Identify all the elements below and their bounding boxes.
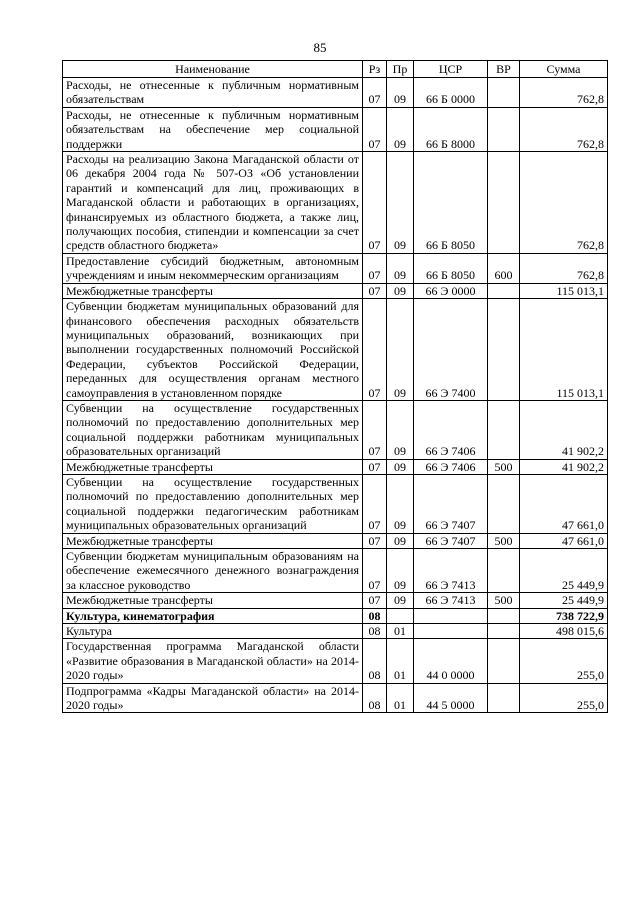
table-row (63, 152, 608, 254)
cell-sum: 738 722,9 (520, 608, 608, 623)
cell-vr (488, 78, 520, 108)
cell-csr: 66 Э 7400 (414, 299, 488, 401)
table-row (63, 107, 608, 151)
cell-csr: 66 Б 8050 (414, 253, 488, 283)
cell-pr: 01 (387, 624, 414, 639)
cell-csr: 44 0 0000 (414, 639, 488, 683)
cell-pr: 09 (387, 593, 414, 608)
cell-rz: 08 (363, 683, 387, 713)
cell-sum: 255,0 (520, 639, 608, 683)
cell-name: Межбюджетные трансферты (63, 459, 363, 474)
table-row (63, 283, 608, 298)
cell-csr: 44 5 0000 (414, 683, 488, 713)
cell-sum: 762,8 (520, 152, 608, 254)
cell-name: Государственная программа Магаданской области «Развитие образования в Магаданской области» на 2014-2020 годы» (63, 639, 363, 683)
cell-csr: 66 Э 7413 (414, 593, 488, 608)
cell-pr: 09 (387, 549, 414, 593)
header-vr: ВР (488, 61, 520, 78)
cell-vr: 600 (488, 253, 520, 283)
cell-pr (387, 608, 414, 623)
page-number: 85 (313, 40, 327, 55)
cell-sum: 255,0 (520, 683, 608, 713)
cell-pr: 09 (387, 107, 414, 151)
cell-csr: 66 Э 0000 (414, 283, 488, 298)
cell-rz: 07 (363, 459, 387, 474)
cell-csr: 66 Б 0000 (414, 78, 488, 108)
cell-csr: 66 Б 8050 (414, 152, 488, 254)
cell-vr (488, 474, 520, 533)
cell-name: Межбюджетные трансферты (63, 283, 363, 298)
cell-name: Субвенции на осуществление государственных полномочий по предоставлению дополнительных мер социальной поддержки педагогическим работникам муниципальных образовательных организаций (63, 474, 363, 533)
cell-name: Расходы, не отнесенные к публичным нормативным обязательствам на обеспечение мер социальной поддержки (63, 107, 363, 151)
table-row (63, 683, 608, 713)
cell-pr: 09 (387, 253, 414, 283)
cell-sum: 41 902,2 (520, 459, 608, 474)
header-rz: Рз (363, 61, 387, 78)
cell-pr: 09 (387, 474, 414, 533)
cell-sum: 25 449,9 (520, 549, 608, 593)
table-row (63, 299, 608, 401)
cell-csr: 66 Э 7407 (414, 474, 488, 533)
cell-name: Культура, кинематография (63, 608, 363, 623)
cell-sum: 47 661,0 (520, 474, 608, 533)
cell-name: Межбюджетные трансферты (63, 593, 363, 608)
header-sum: Сумма (520, 61, 608, 78)
cell-sum: 762,8 (520, 78, 608, 108)
cell-rz: 08 (363, 608, 387, 623)
cell-csr: 66 Б 8000 (414, 107, 488, 151)
cell-csr: 66 Э 7406 (414, 400, 488, 459)
table-body (63, 78, 608, 713)
cell-pr: 09 (387, 299, 414, 401)
cell-rz: 07 (363, 78, 387, 108)
cell-rz: 07 (363, 533, 387, 548)
cell-pr: 09 (387, 533, 414, 548)
header-pr: Пр (387, 61, 414, 78)
cell-pr: 09 (387, 78, 414, 108)
cell-rz: 07 (363, 107, 387, 151)
cell-rz: 07 (363, 593, 387, 608)
table-row (63, 253, 608, 283)
cell-pr: 09 (387, 283, 414, 298)
table-row (63, 459, 608, 474)
cell-rz: 07 (363, 549, 387, 593)
cell-name: Подпрограмма «Кадры Магаданской области» на 2014-2020 годы» (63, 683, 363, 713)
cell-pr: 09 (387, 152, 414, 254)
cell-rz: 08 (363, 639, 387, 683)
cell-vr: 500 (488, 533, 520, 548)
cell-name: Субвенции бюджетам муниципальных образований для финансового обеспечения расходных обязательств муниципальных образований, возникающих при выполнении государственных полномочий Российской Федерации, субъектов Российской Федерации, переданных для осуществления органам местного самоуправления в установленном порядке (63, 299, 363, 401)
cell-sum: 762,8 (520, 107, 608, 151)
cell-vr (488, 107, 520, 151)
cell-vr (488, 608, 520, 623)
cell-sum: 762,8 (520, 253, 608, 283)
cell-name: Предоставление субсидий бюджетным, автономным учреждениям и иным некоммерческим организациям (63, 253, 363, 283)
cell-name: Субвенции на осуществление государственных полномочий по предоставлению дополнительных мер социальной поддержки работникам муниципальных образовательных организаций (63, 400, 363, 459)
table-header-row (63, 61, 608, 78)
table-row (63, 533, 608, 548)
cell-sum: 115 013,1 (520, 283, 608, 298)
table-row (63, 400, 608, 459)
cell-pr: 09 (387, 459, 414, 474)
cell-csr: 66 Э 7406 (414, 459, 488, 474)
cell-rz: 07 (363, 283, 387, 298)
cell-rz: 08 (363, 624, 387, 639)
table-row (63, 608, 608, 623)
cell-sum: 115 013,1 (520, 299, 608, 401)
table-row (63, 624, 608, 639)
cell-csr (414, 624, 488, 639)
cell-csr: 66 Э 7413 (414, 549, 488, 593)
cell-vr (488, 639, 520, 683)
cell-vr (488, 624, 520, 639)
cell-rz: 07 (363, 299, 387, 401)
cell-vr (488, 683, 520, 713)
cell-vr (488, 299, 520, 401)
cell-vr (488, 152, 520, 254)
cell-vr: 500 (488, 459, 520, 474)
budget-table (62, 60, 608, 713)
header-name: Наименование (63, 61, 363, 78)
cell-sum: 498 015,6 (520, 624, 608, 639)
cell-sum: 25 449,9 (520, 593, 608, 608)
table-row (63, 78, 608, 108)
cell-sum: 47 661,0 (520, 533, 608, 548)
table-row (63, 593, 608, 608)
table-row (63, 474, 608, 533)
cell-rz: 07 (363, 152, 387, 254)
cell-rz: 07 (363, 253, 387, 283)
cell-csr (414, 608, 488, 623)
cell-name: Культура (63, 624, 363, 639)
cell-name: Межбюджетные трансферты (63, 533, 363, 548)
cell-pr: 09 (387, 400, 414, 459)
table-row (63, 549, 608, 593)
cell-vr (488, 283, 520, 298)
cell-csr: 66 Э 7407 (414, 533, 488, 548)
cell-vr: 500 (488, 593, 520, 608)
cell-vr (488, 400, 520, 459)
cell-pr: 01 (387, 639, 414, 683)
cell-name: Субвенции бюджетам муниципальным образованиям на обеспечение ежемесячного денежного вознаграждения за классное руководство (63, 549, 363, 593)
cell-rz: 07 (363, 400, 387, 459)
cell-rz: 07 (363, 474, 387, 533)
header-csr: ЦСР (414, 61, 488, 78)
cell-vr (488, 549, 520, 593)
cell-name: Расходы, не отнесенные к публичным нормативным обязательствам (63, 78, 363, 108)
cell-pr: 01 (387, 683, 414, 713)
table-row (63, 639, 608, 683)
cell-name: Расходы на реализацию Закона Магаданской области от 06 декабря 2004 года № 507-ОЗ «Об установлении гарантий и компенсаций для лиц, проживающих в Магаданской области и работающих в организациях, финансируемых из областного бюджета, а также лиц, получающих пособия, стипендии и компенсации за счет средств областного бюджета» (63, 152, 363, 254)
cell-sum: 41 902,2 (520, 400, 608, 459)
